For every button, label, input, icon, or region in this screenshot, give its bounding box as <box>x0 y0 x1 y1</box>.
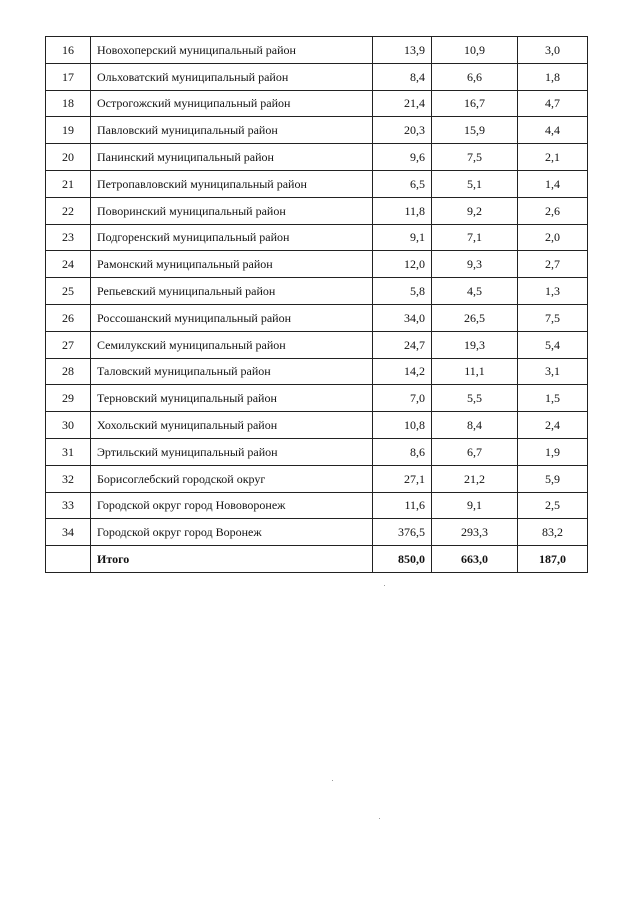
value-2-cell: 21,2 <box>432 465 518 492</box>
municipality-name-cell: Ольховатский муниципальный район <box>91 63 373 90</box>
value-1-cell: 13,9 <box>373 37 432 64</box>
value-3-cell: 4,7 <box>518 90 588 117</box>
table-row <box>46 251 588 278</box>
table-row <box>46 37 588 64</box>
row-number-cell: 31 <box>46 438 91 465</box>
row-number-cell: 18 <box>46 90 91 117</box>
row-number-cell: 16 <box>46 37 91 64</box>
value-2-cell: 6,7 <box>432 438 518 465</box>
table-row <box>46 465 588 492</box>
value-3-cell: 2,4 <box>518 412 588 439</box>
value-2-cell: 19,3 <box>432 331 518 358</box>
value-3-cell: 2,7 <box>518 251 588 278</box>
value-2-cell: 9,3 <box>432 251 518 278</box>
value-3-cell: 3,0 <box>518 37 588 64</box>
municipality-name-cell: Петропавловский муниципальный район <box>91 170 373 197</box>
table-row <box>46 63 588 90</box>
municipality-name-cell: Городской округ город Воронеж <box>91 519 373 546</box>
table-row <box>46 304 588 331</box>
value-2-cell: 8,4 <box>432 412 518 439</box>
row-number-cell: 30 <box>46 412 91 439</box>
table-row <box>46 170 588 197</box>
value-1-cell: 27,1 <box>373 465 432 492</box>
value-1-cell: 8,4 <box>373 63 432 90</box>
total-value-2-cell: 663,0 <box>432 546 518 573</box>
row-number-cell: 20 <box>46 144 91 171</box>
value-1-cell: 21,4 <box>373 90 432 117</box>
budget-distribution-table <box>45 36 588 573</box>
row-number-cell: 32 <box>46 465 91 492</box>
value-1-cell: 10,8 <box>373 412 432 439</box>
value-2-cell: 11,1 <box>432 358 518 385</box>
value-1-cell: 24,7 <box>373 331 432 358</box>
scan-speck <box>332 780 333 781</box>
municipality-name-cell: Хохольский муниципальный район <box>91 412 373 439</box>
total-value-1-cell: 850,0 <box>373 546 432 573</box>
municipality-name-cell: Панинский муниципальный район <box>91 144 373 171</box>
table-row <box>46 144 588 171</box>
value-3-cell: 3,1 <box>518 358 588 385</box>
value-1-cell: 20,3 <box>373 117 432 144</box>
table-row <box>46 278 588 305</box>
scan-speck <box>384 585 385 586</box>
table-row <box>46 197 588 224</box>
municipality-name-cell: Острогожский муниципальный район <box>91 90 373 117</box>
table-row <box>46 117 588 144</box>
value-2-cell: 16,7 <box>432 90 518 117</box>
value-1-cell: 376,5 <box>373 519 432 546</box>
row-number-cell: 17 <box>46 63 91 90</box>
municipality-name-cell: Павловский муниципальный район <box>91 117 373 144</box>
municipality-name-cell: Семилукский муниципальный район <box>91 331 373 358</box>
value-2-cell: 293,3 <box>432 519 518 546</box>
value-3-cell: 2,1 <box>518 144 588 171</box>
table-row <box>46 412 588 439</box>
value-2-cell: 9,2 <box>432 197 518 224</box>
value-3-cell: 2,5 <box>518 492 588 519</box>
value-1-cell: 11,6 <box>373 492 432 519</box>
total-num-cell <box>46 546 91 573</box>
row-number-cell: 25 <box>46 278 91 305</box>
municipality-name-cell: Подгоренский муниципальный район <box>91 224 373 251</box>
value-2-cell: 10,9 <box>432 37 518 64</box>
value-3-cell: 83,2 <box>518 519 588 546</box>
value-3-cell: 1,4 <box>518 170 588 197</box>
table-row <box>46 90 588 117</box>
value-3-cell: 1,3 <box>518 278 588 305</box>
row-number-cell: 21 <box>46 170 91 197</box>
municipality-name-cell: Таловский муниципальный район <box>91 358 373 385</box>
value-1-cell: 14,2 <box>373 358 432 385</box>
row-number-cell: 27 <box>46 331 91 358</box>
row-number-cell: 34 <box>46 519 91 546</box>
value-3-cell: 7,5 <box>518 304 588 331</box>
row-number-cell: 22 <box>46 197 91 224</box>
value-2-cell: 5,5 <box>432 385 518 412</box>
municipality-name-cell: Репьевский муниципальный район <box>91 278 373 305</box>
value-1-cell: 7,0 <box>373 385 432 412</box>
total-label-cell: Итого <box>91 546 373 573</box>
value-1-cell: 9,1 <box>373 224 432 251</box>
table-row <box>46 358 588 385</box>
municipality-name-cell: Городской округ город Нововоронеж <box>91 492 373 519</box>
value-2-cell: 6,6 <box>432 63 518 90</box>
row-number-cell: 19 <box>46 117 91 144</box>
municipality-name-cell: Россошанский муниципальный район <box>91 304 373 331</box>
municipality-name-cell: Терновский муниципальный район <box>91 385 373 412</box>
table-row <box>46 492 588 519</box>
value-2-cell: 15,9 <box>432 117 518 144</box>
table-row <box>46 385 588 412</box>
value-1-cell: 9,6 <box>373 144 432 171</box>
value-2-cell: 4,5 <box>432 278 518 305</box>
municipality-name-cell: Поворинский муниципальный район <box>91 197 373 224</box>
value-3-cell: 1,9 <box>518 438 588 465</box>
table-body <box>46 37 588 573</box>
table-row <box>46 224 588 251</box>
value-2-cell: 7,5 <box>432 144 518 171</box>
value-1-cell: 8,6 <box>373 438 432 465</box>
row-number-cell: 23 <box>46 224 91 251</box>
row-number-cell: 26 <box>46 304 91 331</box>
value-3-cell: 5,9 <box>518 465 588 492</box>
municipality-name-cell: Эртильский муниципальный район <box>91 438 373 465</box>
row-number-cell: 24 <box>46 251 91 278</box>
municipality-name-cell: Новохоперский муниципальный район <box>91 37 373 64</box>
total-value-3-cell: 187,0 <box>518 546 588 573</box>
value-2-cell: 9,1 <box>432 492 518 519</box>
table-row <box>46 438 588 465</box>
value-3-cell: 1,8 <box>518 63 588 90</box>
value-2-cell: 5,1 <box>432 170 518 197</box>
value-2-cell: 26,5 <box>432 304 518 331</box>
value-3-cell: 2,6 <box>518 197 588 224</box>
row-number-cell: 28 <box>46 358 91 385</box>
value-1-cell: 5,8 <box>373 278 432 305</box>
value-3-cell: 1,5 <box>518 385 588 412</box>
municipality-name-cell: Рамонский муниципальный район <box>91 251 373 278</box>
table-row <box>46 519 588 546</box>
value-2-cell: 7,1 <box>432 224 518 251</box>
value-1-cell: 34,0 <box>373 304 432 331</box>
table-row <box>46 331 588 358</box>
value-3-cell: 4,4 <box>518 117 588 144</box>
scan-speck <box>379 818 380 819</box>
value-1-cell: 12,0 <box>373 251 432 278</box>
value-1-cell: 11,8 <box>373 197 432 224</box>
value-3-cell: 2,0 <box>518 224 588 251</box>
municipality-name-cell: Борисоглебский городской округ <box>91 465 373 492</box>
value-3-cell: 5,4 <box>518 331 588 358</box>
row-number-cell: 33 <box>46 492 91 519</box>
total-row <box>46 546 588 573</box>
row-number-cell: 29 <box>46 385 91 412</box>
value-1-cell: 6,5 <box>373 170 432 197</box>
